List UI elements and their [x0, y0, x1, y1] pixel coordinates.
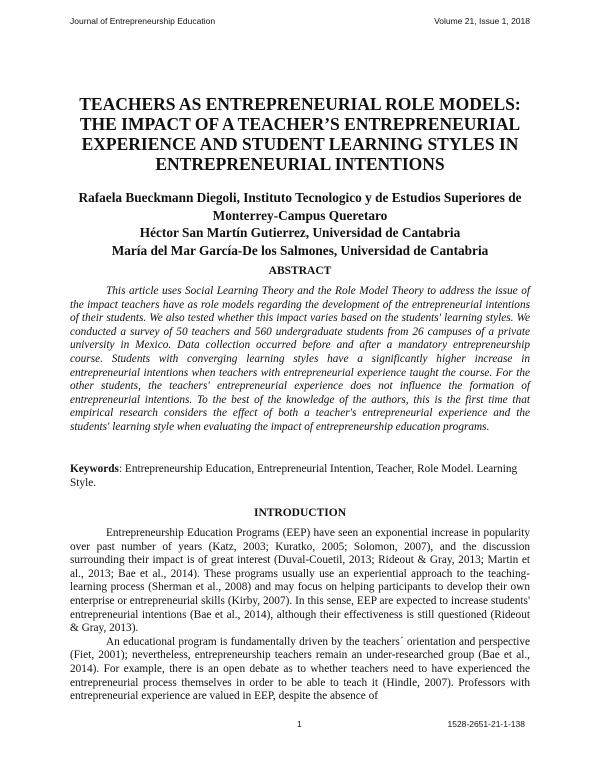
abstract-body [70, 285, 530, 435]
author-1: Rafaela Bueckmann Diegoli, Instituto Tecnologico y de Estudios Superiores de Monterrey-Campus Queretaro [78, 190, 522, 223]
intro-paragraph-2: An educational program is fundamentally driven by the teachers´ orientation and perspective (Fiet, 2001); nevertheless, entrepreneurship teachers remain an under-researched group (Bae et al., 2014). For example, there is an open debate as to whether teachers need to have experienced the entrepreneurial process themselves in order to be able to teach it (Hindle, 2007). Professors with entrepreneurial experience are valued in EEP, despite the absence of [70, 635, 530, 703]
volume-info: Volume 21, Issue 1, 2018 [434, 16, 530, 26]
page-number: 1 [297, 719, 302, 729]
document-code: 1528-2651-21-1-138 [447, 719, 525, 729]
authors [60, 189, 540, 259]
author-2: Héctor San Martín Gutierrez, Universidad de Cantabria [139, 225, 461, 240]
keywords [70, 463, 530, 490]
introduction-body [70, 527, 530, 704]
author-3: María del Mar García-De los Salmones, Universidad de Cantabria [111, 242, 489, 258]
keywords-text: : Entrepreneurship Education, Entrepreneurial Intention, Teacher, Role Model. Learning Style. [70, 463, 518, 489]
journal-name: Journal of Entrepreneurship Education [70, 16, 216, 26]
abstract-text: This article uses Social Learning Theory and the Role Model Theory to address the issue of the impact teachers have as role models regarding the development of the entrepreneurial intentions of their students. We also tested whether this impact varies based on the students' learning styles. We conducted a survey of 50 teachers and 560 undergraduate students from 26 campuses of a private university in Mexico. Data collection occurred before and after a mandatory entrepreneurship course. Students with converging learning styles have a significantly higher increase in entrepreneurial intentions when teachers with entrepreneurial experience taught the course. For the other students, the teachers' entrepreneurial experience does not influence the formation of entrepreneurial intentions. To the best of the knowledge of the authors, this is the first time that empirical research considers the effect of both a teacher's entrepreneurial experience and the students' learning style when evaluating the impact of entrepreneurship education programs. [70, 285, 530, 433]
paper-title: TEACHERS AS ENTREPRENEURIAL ROLE MODELS: THE IMPACT OF A TEACHER’S ENTREPRENEURIAL EXPERIENCE AND STUDENT LEARNING STYLES IN ENTREPRENEURIAL INTENTIONS [79, 94, 521, 174]
intro-paragraph-1: Entrepreneurship Education Programs (EEP) have seen an exponential increase in popularity over past number of years (Katz, 2003; Kuratko, 2005; Solomon, 2007), and the discussion surrounding their impact is of great interest (Duval-Couetil, 2013; Rideout & Gray, 2013; Martin et al., 2013; Bae et al., 2014). These programs usually use an experiential approach to the teaching-learning process (Sherman et al., 2008) and may focus on helping participants to develop their own enterprise or entrepreneurial skills (Kirby, 2007). In this sense, EEP are expected to increase students' entrepreneurial intentions (Bae et al., 2014), although their effectiveness is still questioned (Rideout & Gray, 2013). [70, 527, 530, 635]
keywords-label: Keywords [70, 463, 119, 475]
introduction-heading: INTRODUCTION [253, 507, 346, 519]
abstract-heading: ABSTRACT [268, 265, 332, 277]
